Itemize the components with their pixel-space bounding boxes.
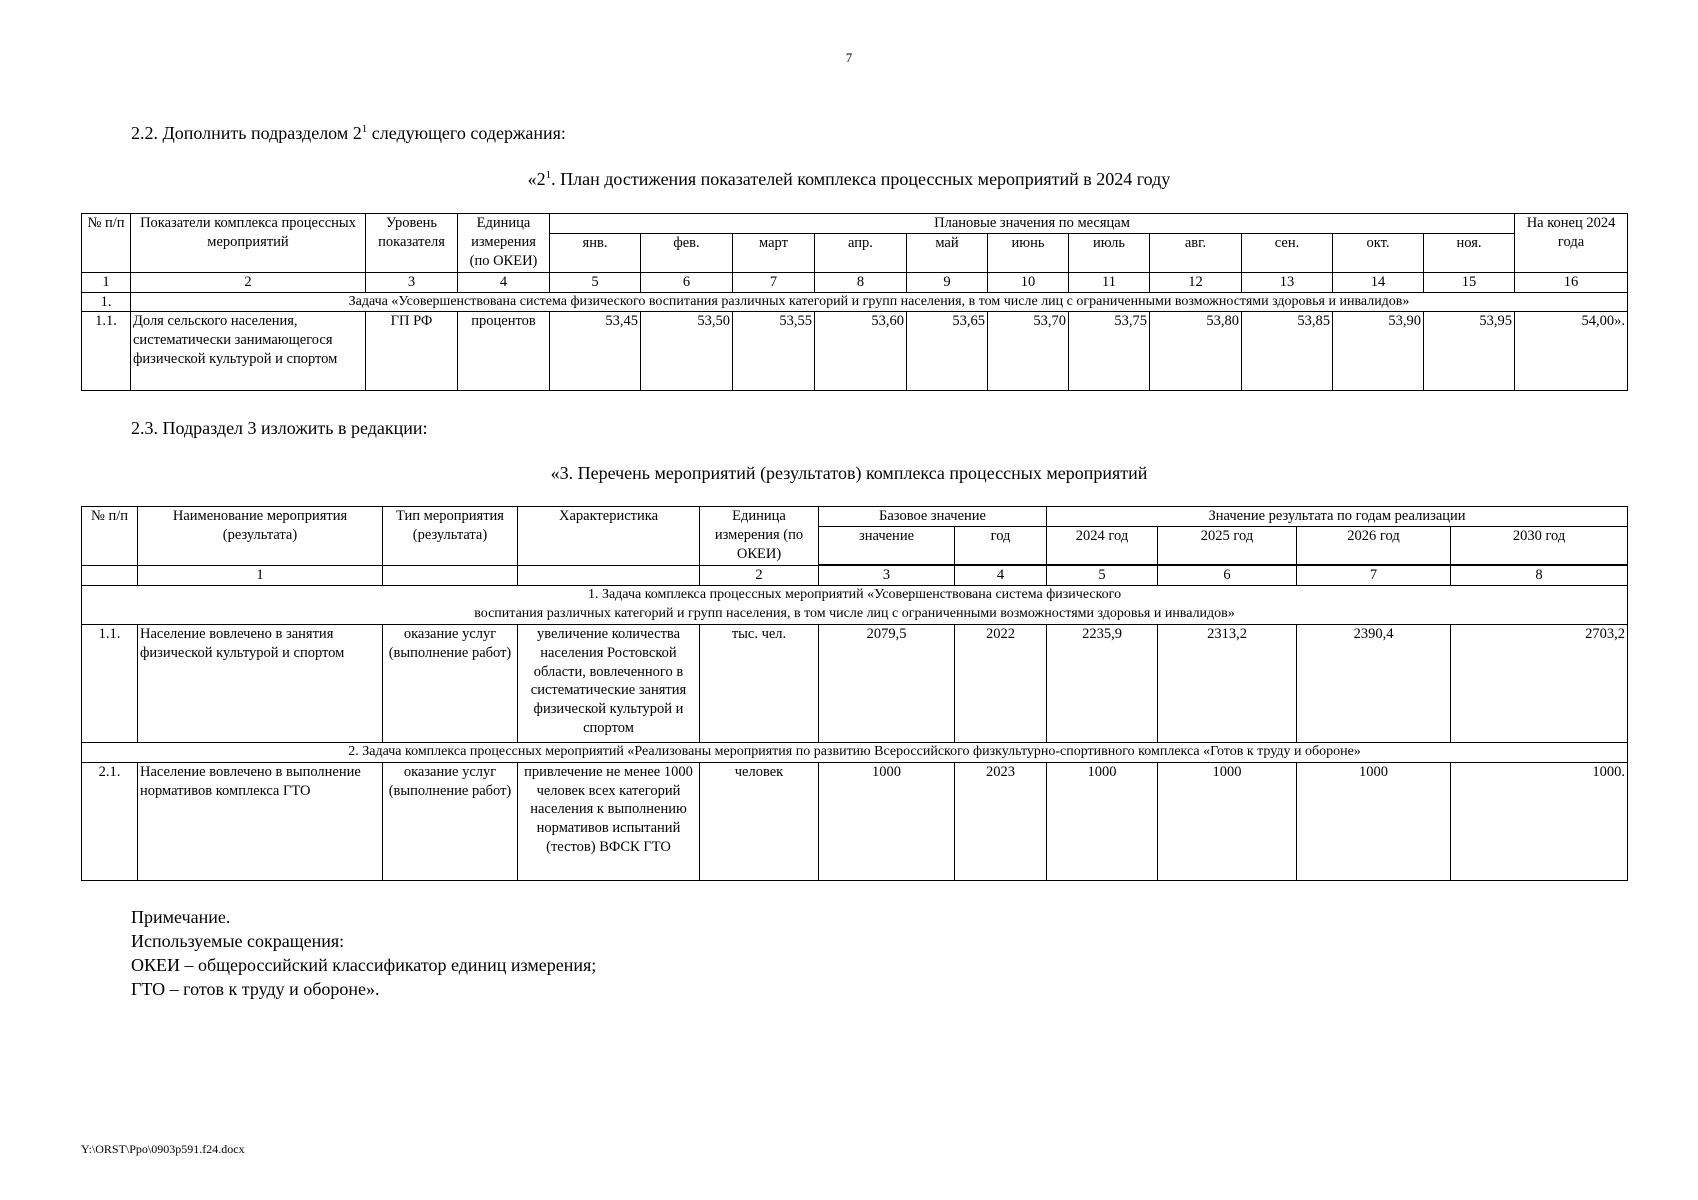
month-value: 53,45 <box>550 312 641 391</box>
header-base-year: год <box>955 526 1047 565</box>
month-value: 53,55 <box>733 312 815 391</box>
year-value: 1000 <box>1158 762 1297 880</box>
col-number: 3 <box>819 565 955 585</box>
row-characteristic: привлечение не менее 1000 человек всех категорий населения к выполнению нормативов испытаний (тестов) ВФСК ГТО <box>518 762 700 880</box>
note-line: Используемые сокращения: <box>131 931 345 951</box>
header-unit: Единица измерения (по ОКЕИ) <box>458 214 550 273</box>
month-header: июль <box>1069 233 1150 272</box>
plan-table-task-row <box>82 292 1628 312</box>
col-number <box>518 565 700 585</box>
col-number: 7 <box>1297 565 1451 585</box>
month-header: авг. <box>1150 233 1242 272</box>
col-number: 5 <box>550 272 641 292</box>
measures-task-2-row <box>82 743 1628 763</box>
task-num: 1. <box>82 292 131 312</box>
page-number: 7 <box>845 50 853 65</box>
col-number: 6 <box>641 272 733 292</box>
header-indicator: Показатели комплекса процессных мероприятий <box>131 214 366 273</box>
row-unit: тыс. чел. <box>700 625 819 743</box>
col-number: 10 <box>988 272 1069 292</box>
month-header: окт. <box>1333 233 1424 272</box>
col-number: 12 <box>1150 272 1242 292</box>
header-type: Тип мероприятия (результата) <box>383 507 518 566</box>
notes-block <box>131 905 596 1001</box>
plan-table-col-numbers <box>82 272 1628 292</box>
header-num: № п/п <box>82 507 138 566</box>
task-1-text <box>82 586 1628 625</box>
col-number: 13 <box>1242 272 1333 292</box>
row-num: 1.1. <box>82 625 138 743</box>
col-number: 5 <box>1047 565 1158 585</box>
plan-heading <box>0 169 1698 190</box>
header-end-of-year: На конец 2024 года <box>1515 214 1628 273</box>
col-number: 4 <box>955 565 1047 585</box>
month-header: янв. <box>550 233 641 272</box>
measures-col-numbers <box>82 565 1628 585</box>
month-header: фев. <box>641 233 733 272</box>
header-level: Уровень показателя <box>366 214 458 273</box>
header-monthly: Плановые значения по месяцам <box>550 214 1515 234</box>
month-header: апр. <box>815 233 907 272</box>
header-unit: Единица измерения (по ОКЕИ) <box>700 507 819 566</box>
row-base-value: 2079,5 <box>819 625 955 743</box>
col-number: 6 <box>1158 565 1297 585</box>
row-num: 2.1. <box>82 762 138 880</box>
col-number <box>82 565 138 585</box>
col-number: 2 <box>700 565 819 585</box>
col-number: 9 <box>907 272 988 292</box>
header-result: Значение результата по годам реализации <box>1047 507 1628 527</box>
col-number: 4 <box>458 272 550 292</box>
section-2-2-sup: 1 <box>361 123 368 135</box>
measures-table <box>81 506 1628 881</box>
month-header: сен. <box>1242 233 1333 272</box>
col-number <box>383 565 518 585</box>
plan-heading-lead: «2 <box>527 169 546 189</box>
header-base: Базовое значение <box>819 507 1047 527</box>
col-number: 3 <box>366 272 458 292</box>
month-value: 53,50 <box>641 312 733 391</box>
col-number: 15 <box>1424 272 1515 292</box>
task-1-line-1: 1. Задача комплекса процессных мероприятий «Усовершенствована система физического <box>587 587 1122 603</box>
file-path-footer: Y:\ORST\Ppo\0903p591.f24.docx <box>81 1142 245 1156</box>
month-value: 53,60 <box>815 312 907 391</box>
end-of-year-value: 54,00». <box>1515 312 1628 391</box>
month-value: 53,65 <box>907 312 988 391</box>
row-type: оказание услуг (выполнение работ) <box>383 625 518 743</box>
task-1-line-2: воспитания различных категорий и групп населения, в том числе лиц с ограниченными возможностями здоровья и инвалидов» <box>474 605 1235 621</box>
row-characteristic: увеличение количества населения Ростовской области, вовлеченного в систематические занятия физической культурой и спортом <box>518 625 700 743</box>
row-base-value: 1000 <box>819 762 955 880</box>
month-value: 53,95 <box>1424 312 1515 391</box>
row-base-year: 2022 <box>955 625 1047 743</box>
year-value: 2390,4 <box>1297 625 1451 743</box>
col-number: 1 <box>138 565 383 585</box>
year-header: 2026 год <box>1297 526 1451 565</box>
col-number: 11 <box>1069 272 1150 292</box>
header-characteristic: Характеристика <box>518 507 700 566</box>
year-value: 1000 <box>1297 762 1451 880</box>
month-value: 53,70 <box>988 312 1069 391</box>
plan-table-header-row-1 <box>82 214 1628 234</box>
row-base-year: 2023 <box>955 762 1047 880</box>
plan-table-data-row <box>82 312 1628 391</box>
row-num: 1.1. <box>82 312 131 391</box>
month-header: ноя. <box>1424 233 1515 272</box>
row-indicator: Доля сельского населения, систематически занимающегося физической культурой и спортом <box>131 312 366 391</box>
note-line: ГТО – готов к труду и обороне». <box>131 979 380 999</box>
section-2-2-text <box>131 123 566 144</box>
task-text: Задача «Усовершенствована система физического воспитания различных категорий и групп населения, в том числе лиц с ограниченными возможностями здоровья и инвалидов» <box>131 292 1628 312</box>
year-header: 2025 год <box>1158 526 1297 565</box>
col-number: 14 <box>1333 272 1424 292</box>
note-line: Примечание. <box>131 907 231 927</box>
measures-row-2 <box>82 762 1628 880</box>
section-2-2-tail: следующего содержания: <box>367 123 566 143</box>
row-type: оказание услуг (выполнение работ) <box>383 762 518 880</box>
row-unit: процентов <box>458 312 550 391</box>
year-header: 2024 год <box>1047 526 1158 565</box>
plan-heading-sup: 1 <box>545 169 552 181</box>
plan-table <box>81 213 1628 391</box>
row-name: Население вовлечено в занятия физической культурой и спортом <box>138 625 383 743</box>
plan-heading-tail: . План достижения показателей комплекса процессных мероприятий в 2024 году <box>551 169 1171 189</box>
section-2-2-lead: 2.2. Дополнить подразделом 2 <box>131 123 362 143</box>
note-line: ОКЕИ – общероссийский классификатор единиц измерения; <box>131 955 597 975</box>
header-num: № п/п <box>82 214 131 273</box>
list-heading: «3. Перечень мероприятий (результатов) комплекса процессных мероприятий <box>550 463 1148 483</box>
section-2-3-text: 2.3. Подраздел 3 изложить в редакции: <box>131 418 428 438</box>
month-value: 53,90 <box>1333 312 1424 391</box>
header-name: Наименование мероприятия (результата) <box>138 507 383 566</box>
col-number: 16 <box>1515 272 1628 292</box>
year-value: 2235,9 <box>1047 625 1158 743</box>
month-value: 53,80 <box>1150 312 1242 391</box>
measures-header-row-1 <box>82 507 1628 527</box>
col-number: 8 <box>1451 565 1628 585</box>
measures-row-1 <box>82 625 1628 743</box>
row-level: ГП РФ <box>366 312 458 391</box>
row-name: Население вовлечено в выполнение нормативов комплекса ГТО <box>138 762 383 880</box>
month-header: март <box>733 233 815 272</box>
col-number: 2 <box>131 272 366 292</box>
col-number: 8 <box>815 272 907 292</box>
measures-task-1-row <box>82 586 1628 625</box>
month-header: май <box>907 233 988 272</box>
header-base-value: значение <box>819 526 955 565</box>
month-header: июнь <box>988 233 1069 272</box>
year-value: 1000. <box>1451 762 1628 880</box>
month-value: 53,75 <box>1069 312 1150 391</box>
year-header: 2030 год <box>1451 526 1628 565</box>
col-number: 7 <box>733 272 815 292</box>
row-unit: человек <box>700 762 819 880</box>
task-2-text: 2. Задача комплекса процессных мероприятий «Реализованы мероприятия по развитию Всероссийского физкультурно-спортивного комплекса «Готов к труду и обороне» <box>82 743 1628 763</box>
col-number: 1 <box>82 272 131 292</box>
month-value: 53,85 <box>1242 312 1333 391</box>
year-value: 2703,2 <box>1451 625 1628 743</box>
year-value: 1000 <box>1047 762 1158 880</box>
year-value: 2313,2 <box>1158 625 1297 743</box>
